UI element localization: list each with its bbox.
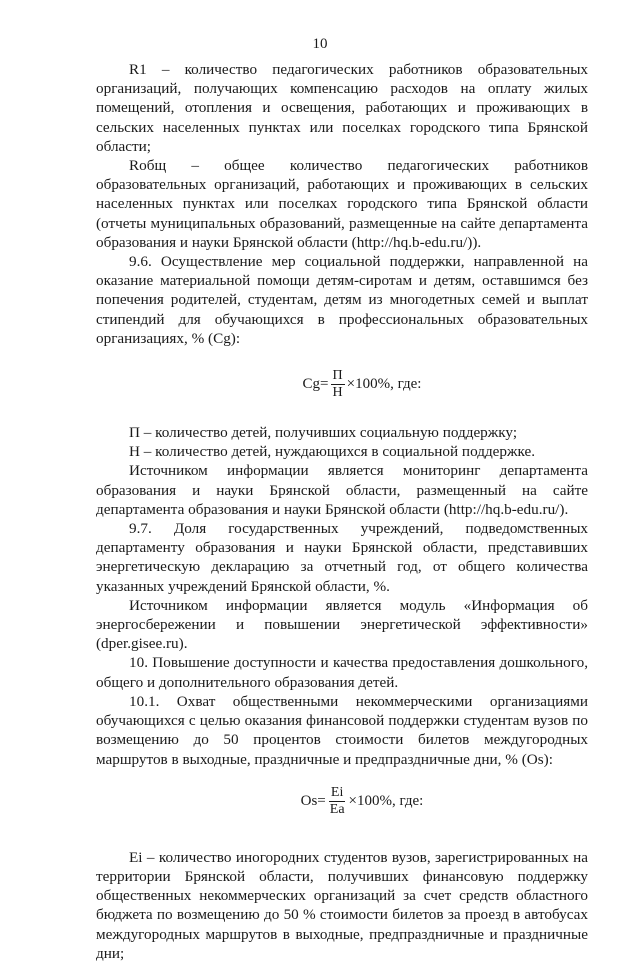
formula-cg [96, 368, 588, 401]
paragraph-n-definition: Н – количество детей, нуждающихся в социальной поддержке. [129, 443, 536, 461]
paragraph-rtotal-definition: Rобщ – общее количество педагогических работников образовательных организаций, работающих и проживающих в сельских населенных пунктах или поселках городского типа Брянской области (отчеты муниципальных образований, размещенные на сайте департамента образования и науки Брянской области (http://hq.b-edu.ru/)). [96, 157, 588, 251]
formula-cg-denominator: Н [332, 385, 343, 401]
paragraph-p-definition: П – количество детей, получивших социальную поддержку; [129, 424, 518, 442]
formula-os-fraction [328, 785, 347, 818]
formula-cg-rhs: ×100%, где: [346, 375, 422, 392]
document-body [96, 60, 588, 963]
formula-cg-fraction [331, 368, 345, 401]
paragraph-source-monitoring: Источником информации является мониторинг департамента образования и науки Брянской области, размещенный на сайте департамента образования и науки Брянской области (http://hq.b-edu.ru/). [96, 462, 588, 518]
formula-os [96, 785, 588, 818]
paragraph-ei-definition: Ei – количество иногородних студентов вузов, зарегистрированных на территории Брянской области, получивших финансовую поддержку общественных некоммерческих организаций за счет средств областного бюджета по возмещению до 50 % стоимости билетов за проезд в автобусах междугородных маршрутов в выходные, предпраздничные и праздничные дни; [96, 848, 588, 962]
page-number: 10 [312, 36, 328, 52]
formula-cg-numerator: П [332, 368, 343, 384]
formula-os-lhs: Os= [300, 792, 326, 809]
paragraph-9-7: 9.7. Доля государственных учреждений, подведомственных департаменту образования и науки Брянской области, представивших энергетическую декларацию за отчетный год, от общего количества указанных учреждений Брянской области, %. [96, 520, 588, 595]
formula-os-denominator: Ea [329, 801, 345, 817]
paragraph-r1-definition: R1 – количество педагогических работников образовательных организаций, получающих компенсацию расходов на оплату жилых помещений, отопления и освещения, работающих и проживающих в сельских населенных пунктах или поселках городского типа Брянской области; [96, 61, 588, 155]
paragraph-10-1: 10.1. Охват общественными некоммерческими организациями обучающихся с целью оказания финансовой поддержки студентам вузов по возмещению до 50 процентов стоимости билетов междугородных маршрутов в выходные, праздничные и предпраздничные дни, % (Os): [96, 692, 588, 768]
paragraph-9-6: 9.6. Осуществление мер социальной поддержки, направленной на оказание материальной помощи детям-сиротам и детям, оставшимся без попечения родителей, студентам, детям из многодетных семей и выплат стипендий для обучающихся в профессиональных образовательных организациях, % (Cg): [96, 253, 588, 347]
formula-os-numerator: Ei [330, 784, 344, 800]
paragraph-source-module: Источником информации является модуль «Информация об энергосбережении и повышении энергетической эффективности» (dper.gisee.ru). [96, 596, 588, 653]
paragraph-10: 10. Повышение доступности и качества предоставления дошкольного, общего и дополнительного образования детей. [96, 654, 588, 691]
formula-cg-lhs: Cg= [302, 375, 329, 392]
formula-os-rhs: ×100%, где: [348, 792, 424, 809]
